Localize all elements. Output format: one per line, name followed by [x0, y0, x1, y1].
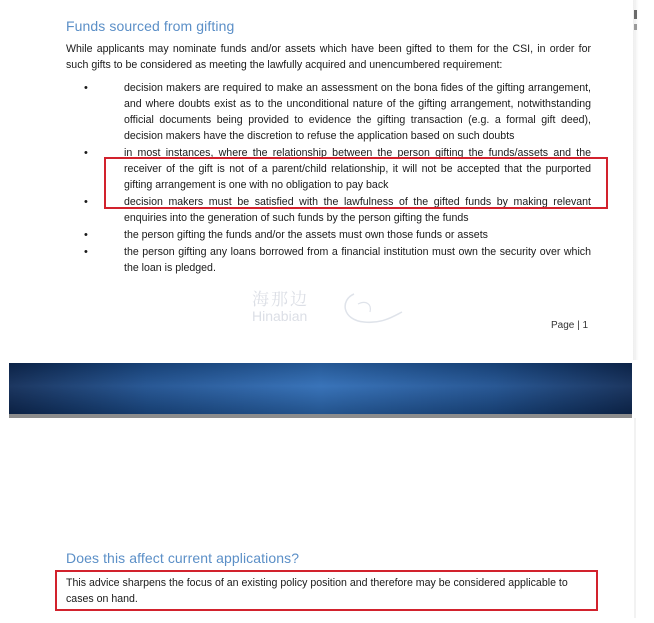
list-item [66, 227, 591, 243]
watermark-chinese: 海那边 [252, 290, 309, 309]
bullet-marker: • [84, 147, 88, 159]
highlight-box-bullet [104, 157, 608, 209]
list-item [66, 80, 591, 144]
bullet-marker: • [84, 82, 88, 94]
scrollbar-marker [634, 24, 637, 30]
banner-shading [9, 363, 632, 414]
watermark-swirl-icon [336, 290, 406, 330]
bullet-marker: • [84, 229, 88, 241]
page-gap-divider [9, 414, 632, 418]
page-number: Page | 1 [551, 320, 589, 331]
bullet-marker: • [84, 246, 88, 258]
intro-paragraph: While applicants may nominate funds and/or assets which have been gifted to them for the CSI, in order for such gifts to be considered as meeting the lawfully acquired and unencumbered requirement: [66, 43, 591, 71]
list-item-text: in most instances, where the relationship between the person gifting the funds/assets and the receiver of the gift is not of a parent/child relationship, it will not be accepted that the purported gifting arrangement is one with no obligation to pay back [124, 147, 591, 191]
watermark [252, 292, 309, 324]
scrollbar-thumb[interactable] [634, 10, 637, 19]
list-item-text: the person gifting any loans borrowed from a financial institution must own the security over which the loan is pledged. [124, 246, 591, 274]
section-heading-current-applications: Does this affect current applications? [66, 550, 300, 566]
list-item-text: decision makers are required to make an assessment on the bona fides of the gifting arrangement, and where doubts exist as to the unconditional nature of the gifting arrangement, notwithstanding official documents being provided to evidence the gifting transaction (e.g. a formal gift deed), decision makers have the discretion to refuse the application based on such doubts [124, 82, 591, 142]
list-item-text: the person gifting the funds and/or the assets must own those funds or assets [124, 229, 488, 241]
advice-paragraph: This advice sharpens the focus of an existing policy position and therefore may be considered applicable to cases on hand. [66, 577, 568, 605]
page-edge [634, 418, 636, 618]
bullet-marker: • [84, 196, 88, 208]
list-item-text: decision makers must be satisfied with the lawfulness of the gifted funds by making relevant enquiries into the generation of such funds by the person gifting the funds [124, 196, 591, 224]
section-heading-gifting: Funds sourced from gifting [66, 18, 235, 34]
watermark-latin: Hinabian [252, 308, 308, 324]
page-edge [634, 0, 636, 360]
list-item [66, 244, 591, 276]
highlight-box-advice [55, 570, 598, 611]
